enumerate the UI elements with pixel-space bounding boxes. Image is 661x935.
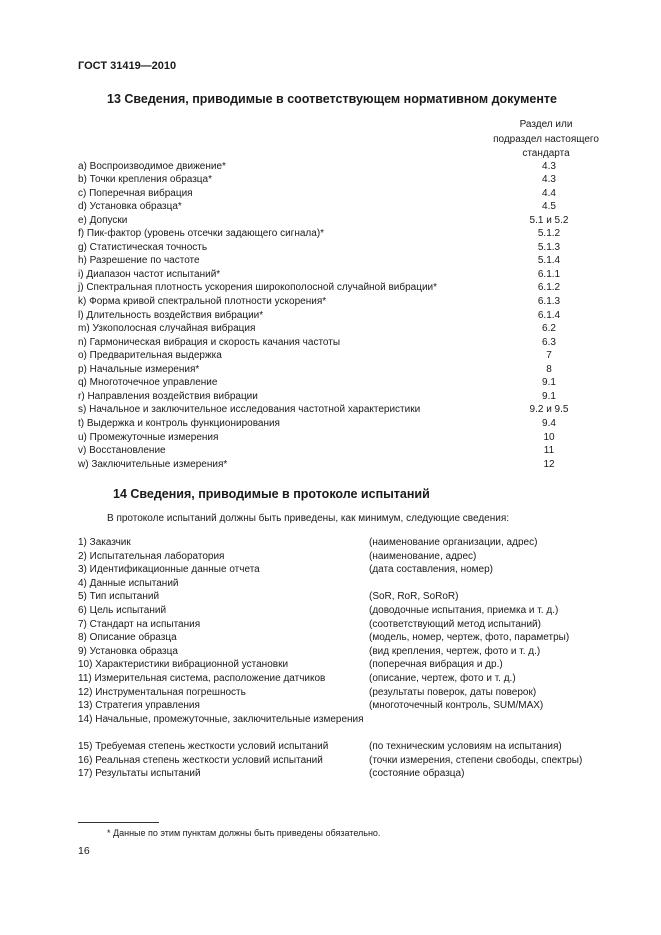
item-label: e) Допуски [78,214,128,226]
column-header-line: стандарта [522,148,570,159]
item-section-ref: 5.1.2 [537,228,561,240]
list-item [78,214,598,228]
protocol-item-note: (SoR, RoR, SoRoR) [369,591,459,603]
protocol-item-note: (точки измерения, степени свободы, спектры) [369,754,583,766]
item-label: d) Установка образца* [78,201,182,213]
page-number: 16 [78,845,90,857]
section-13-heading: 13 Сведения, приводимые в соответствующем нормативном документе [107,92,557,106]
protocol-item-note: (наименование, адрес) [369,550,477,562]
item-section-ref: 7 [546,350,552,362]
item-label: n) Гармоническая вибрация и скорость качания частоты [78,336,341,348]
list-item [78,268,598,282]
protocol-item-note: (поперечная вибрация и др.) [369,659,503,671]
item-label: u) Промежуточные измерения [78,431,219,443]
footnote: * Данные по этим пунктам должны быть приведены обязательно. [107,828,381,838]
item-label: r) Направления воздействия вибрации [78,390,258,402]
list-item [78,173,598,187]
list-item [78,187,598,201]
item-label: a) Воспроизводимое движение* [78,160,226,172]
list-item [78,322,598,336]
item-section-ref: 11 [543,445,555,457]
protocol-item-note: (соответствующий метод испытаний) [369,618,541,630]
protocol-item-label: 14) Начальные, промежуточные, заключительные измерения [78,713,364,725]
list-item [78,363,598,377]
protocol-item-note: (состояние образца) [369,768,465,780]
protocol-item-label: 13) Стратегия управления [78,700,200,712]
list-item [78,295,598,309]
protocol-item-label: 17) Результаты испытаний [78,768,201,780]
item-label: w) Заключительные измерения* [78,458,228,470]
list-item [78,458,598,472]
item-label: m) Узкополосная случайная вибрация [78,323,256,335]
protocol-item-label: 16) Реальная степень жесткости условий испытаний [78,754,323,766]
item-section-ref: 9.4 [542,417,556,429]
item-label: v) Восстановление [78,445,166,457]
item-label: g) Статистическая точность [78,241,208,253]
section-14-intro: В протоколе испытаний должны быть приведены, как минимум, следующие сведения: [107,513,510,524]
protocol-item-note: (дата составления, номер) [369,564,493,576]
protocol-item-label: 10) Характеристики вибрационной установки [78,659,289,671]
item-section-ref: 4.4 [542,187,556,199]
protocol-item-note: (многоточечный контроль, SUM/MAX) [369,700,544,712]
item-label: f) Пик-фактор (уровень отсечки задающего сигнала)* [78,228,325,240]
protocol-item-label: 9) Установка образца [78,645,178,657]
protocol-item-label: 8) Описание образца [78,632,177,644]
list-item [78,241,598,255]
item-label: q) Многоточечное управление [78,377,218,389]
item-section-ref: 12 [543,458,555,470]
list-item [78,349,598,363]
protocol-item-note: (по техническим условиям на испытания) [369,741,562,752]
standard-code: ГОСТ 31419—2010 [78,60,177,72]
protocol-item-note: (модель, номер, чертеж, фото, параметры) [369,632,570,644]
protocol-item-label: 4) Данные испытаний [78,577,179,589]
protocol-item-note: (описание, чертеж, фото и т. д.) [369,673,516,684]
item-label: i) Диапазон частот испытаний* [78,268,221,280]
item-section-ref: 6.1.4 [537,309,561,321]
item-section-ref: 9.2 и 9.5 [529,404,569,416]
protocol-item-label: 12) Инструментальная погрешность [78,686,246,698]
item-label: s) Начальное и заключительное исследования частотной характеристики [78,404,421,416]
list-item [78,403,598,417]
protocol-item-note: (наименование организации, адрес) [369,537,538,548]
item-section-ref: 6.1.3 [537,296,561,307]
list-item [78,160,598,174]
protocol-item-label: 7) Стандарт на испытания [78,618,201,630]
section-14-heading: 14 Сведения, приводимые в протоколе испытаний [113,487,430,501]
list-item [78,254,598,268]
item-label: c) Поперечная вибрация [78,187,193,199]
column-header-line: подраздел настоящего [493,133,599,145]
item-section-ref: 6.2 [542,323,556,335]
protocol-item-label: 2) Испытательная лаборатория [78,550,225,562]
protocol-item-note: (результаты поверок, даты поверок) [369,686,537,698]
item-section-ref: 6.1.1 [537,268,561,280]
item-label: j) Спектральная плотность ускорения широкополосной случайной вибрации* [78,282,438,294]
item-section-ref: 8 [546,363,552,375]
item-label: h) Разрешение по частоте [78,255,200,267]
item-section-ref: 5.1 и 5.2 [529,214,569,226]
column-header-line: Раздел или [519,119,573,130]
item-label: p) Начальные измерения* [78,363,200,375]
item-label: o) Предварительная выдержка [78,350,222,362]
item-section-ref: 4.5 [542,201,556,213]
list-item [78,444,598,458]
protocol-item-label: 6) Цель испытаний [78,605,167,616]
list-item [78,227,598,241]
item-section-ref: 6.1.2 [537,282,561,294]
footnote-divider [78,822,159,823]
item-label: t) Выдержка и контроль функционирования [78,417,280,429]
list-item [78,281,598,295]
item-label: k) Форма кривой спектральной плотности ускорения* [78,296,327,307]
protocol-item-label: 11) Измерительная система, расположение датчиков [78,673,326,684]
list-item [78,309,598,323]
list-item [78,200,598,214]
item-section-ref: 9.1 [542,390,556,402]
list-item [78,431,598,445]
protocol-item-label: 15) Требуемая степень жесткости условий испытаний [78,741,329,752]
item-label: l) Длительность воздействия вибрации* [78,309,264,321]
list-item [78,417,598,431]
item-section-ref: 5.1.4 [537,255,561,267]
protocol-item-label: 5) Тип испытаний [78,591,160,603]
item-section-ref: 10 [543,431,555,443]
protocol-item-note: (вид крепления, чертеж, фото и т. д.) [369,645,541,657]
list-item [78,376,598,390]
list-item [78,390,598,404]
item-label: b) Точки крепления образца* [78,174,212,186]
protocol-item-note: (доводочные испытания, приемка и т. д.) [369,605,559,616]
protocol-item-label: 3) Идентификационные данные отчета [78,564,260,576]
reference-column-header [486,118,606,162]
protocol-item-label: 1) Заказчик [78,537,131,548]
item-section-ref: 6.3 [542,336,556,348]
list-item [78,336,598,350]
item-section-ref: 4.3 [542,160,556,172]
item-section-ref: 4.3 [542,174,556,186]
item-section-ref: 5.1.3 [537,241,561,253]
item-section-ref: 9.1 [542,377,556,389]
